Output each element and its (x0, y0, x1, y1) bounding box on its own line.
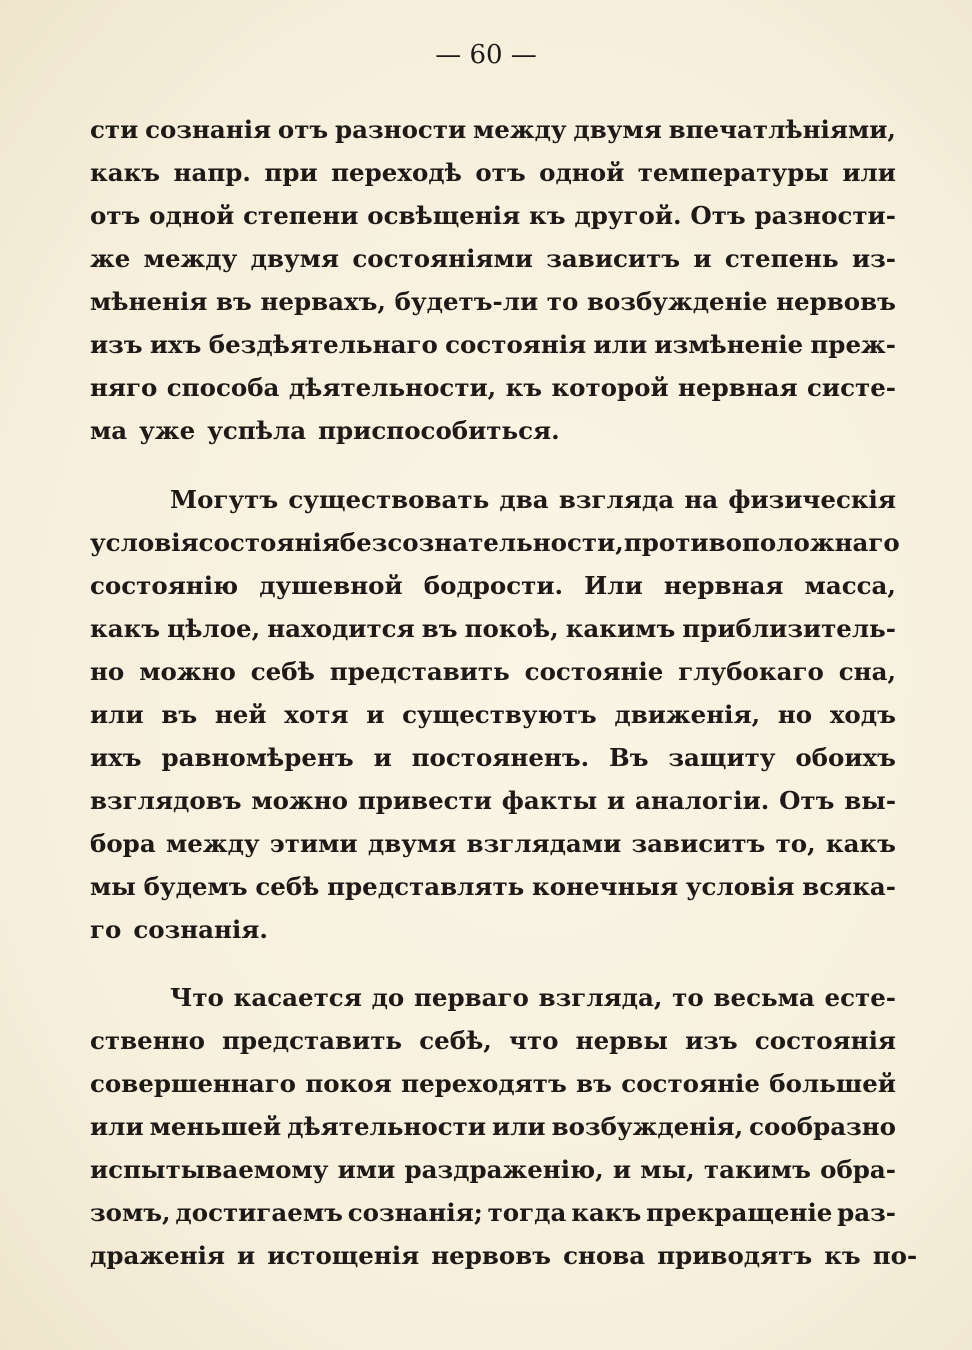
paragraph-3 (90, 976, 918, 1277)
text-line: или меньшей дѣятельности или возбужденія, сообразно (90, 1112, 896, 1141)
paragraph-1 (90, 108, 896, 452)
text-line: но можно себѣ представить состояніе глубокаго сна, (90, 657, 896, 686)
text-line: изъ ихъ бездѣятельнаго состоянія или измѣненіе преж- (90, 330, 896, 359)
text-line: какъ цѣлое, находится въ покоѣ, какимъ приблизитель- (90, 614, 896, 643)
text-line: состоянію душевной бодрости. Или нервная масса, (90, 571, 896, 600)
text-line: же между двумя состояніями зависитъ и степень из- (90, 244, 896, 273)
page-number: — 60 — (435, 40, 537, 70)
text-line: сти сознанія отъ разности между двумя впечатлѣніями, (90, 115, 896, 144)
text-line: бора между этими двумя взглядами зависитъ то, какъ (90, 829, 896, 858)
text-line: мы будемъ себѣ представлять конечныя условія всяка- (90, 872, 896, 901)
text-line: мѣненія въ нервахъ, будетъ-ли то возбужденіе нервовъ (90, 287, 896, 316)
text-line: отъ одной степени освѣщенія къ другой. Отъ разности- (90, 201, 896, 230)
paragraph-2 (90, 478, 900, 951)
text-line: зомъ, достигаемъ сознанія; тогда какъ прекращеніе раз- (90, 1198, 896, 1227)
text-line: Могутъ существовать два взгляда на физическія (170, 485, 896, 514)
text-line: взглядовъ можно привести факты и аналогіи. Отъ вы- (90, 786, 896, 815)
text-line: ихъ равномѣренъ и постояненъ. Въ защиту обоихъ (90, 743, 896, 772)
text-line: Что касается до перваго взгляда, то весьма есте- (170, 983, 896, 1012)
text-line: ма уже успѣла приспособиться. (90, 416, 560, 445)
text-line: или въ ней хотя и существуютъ движенія, но ходъ (90, 700, 896, 729)
text-line: няго способа дѣятельности, къ которой нервная систе- (90, 373, 896, 402)
text-line: го сознанія. (90, 915, 268, 944)
text-line: условія состоянія безсознательности, противоположнаго (90, 528, 900, 557)
text-line: какъ напр. при переходѣ отъ одной температуры или (90, 158, 896, 187)
text-line: испытываемому ими раздраженію, и мы, такимъ обра- (90, 1155, 896, 1184)
text-line: драженія и истощенія нервовъ снова приводятъ къ по- (90, 1241, 918, 1270)
text-line: совершеннаго покоя переходятъ въ состояніе большей (90, 1069, 896, 1098)
text-line: ственно представить себѣ, что нервы изъ состоянія (90, 1026, 896, 1055)
